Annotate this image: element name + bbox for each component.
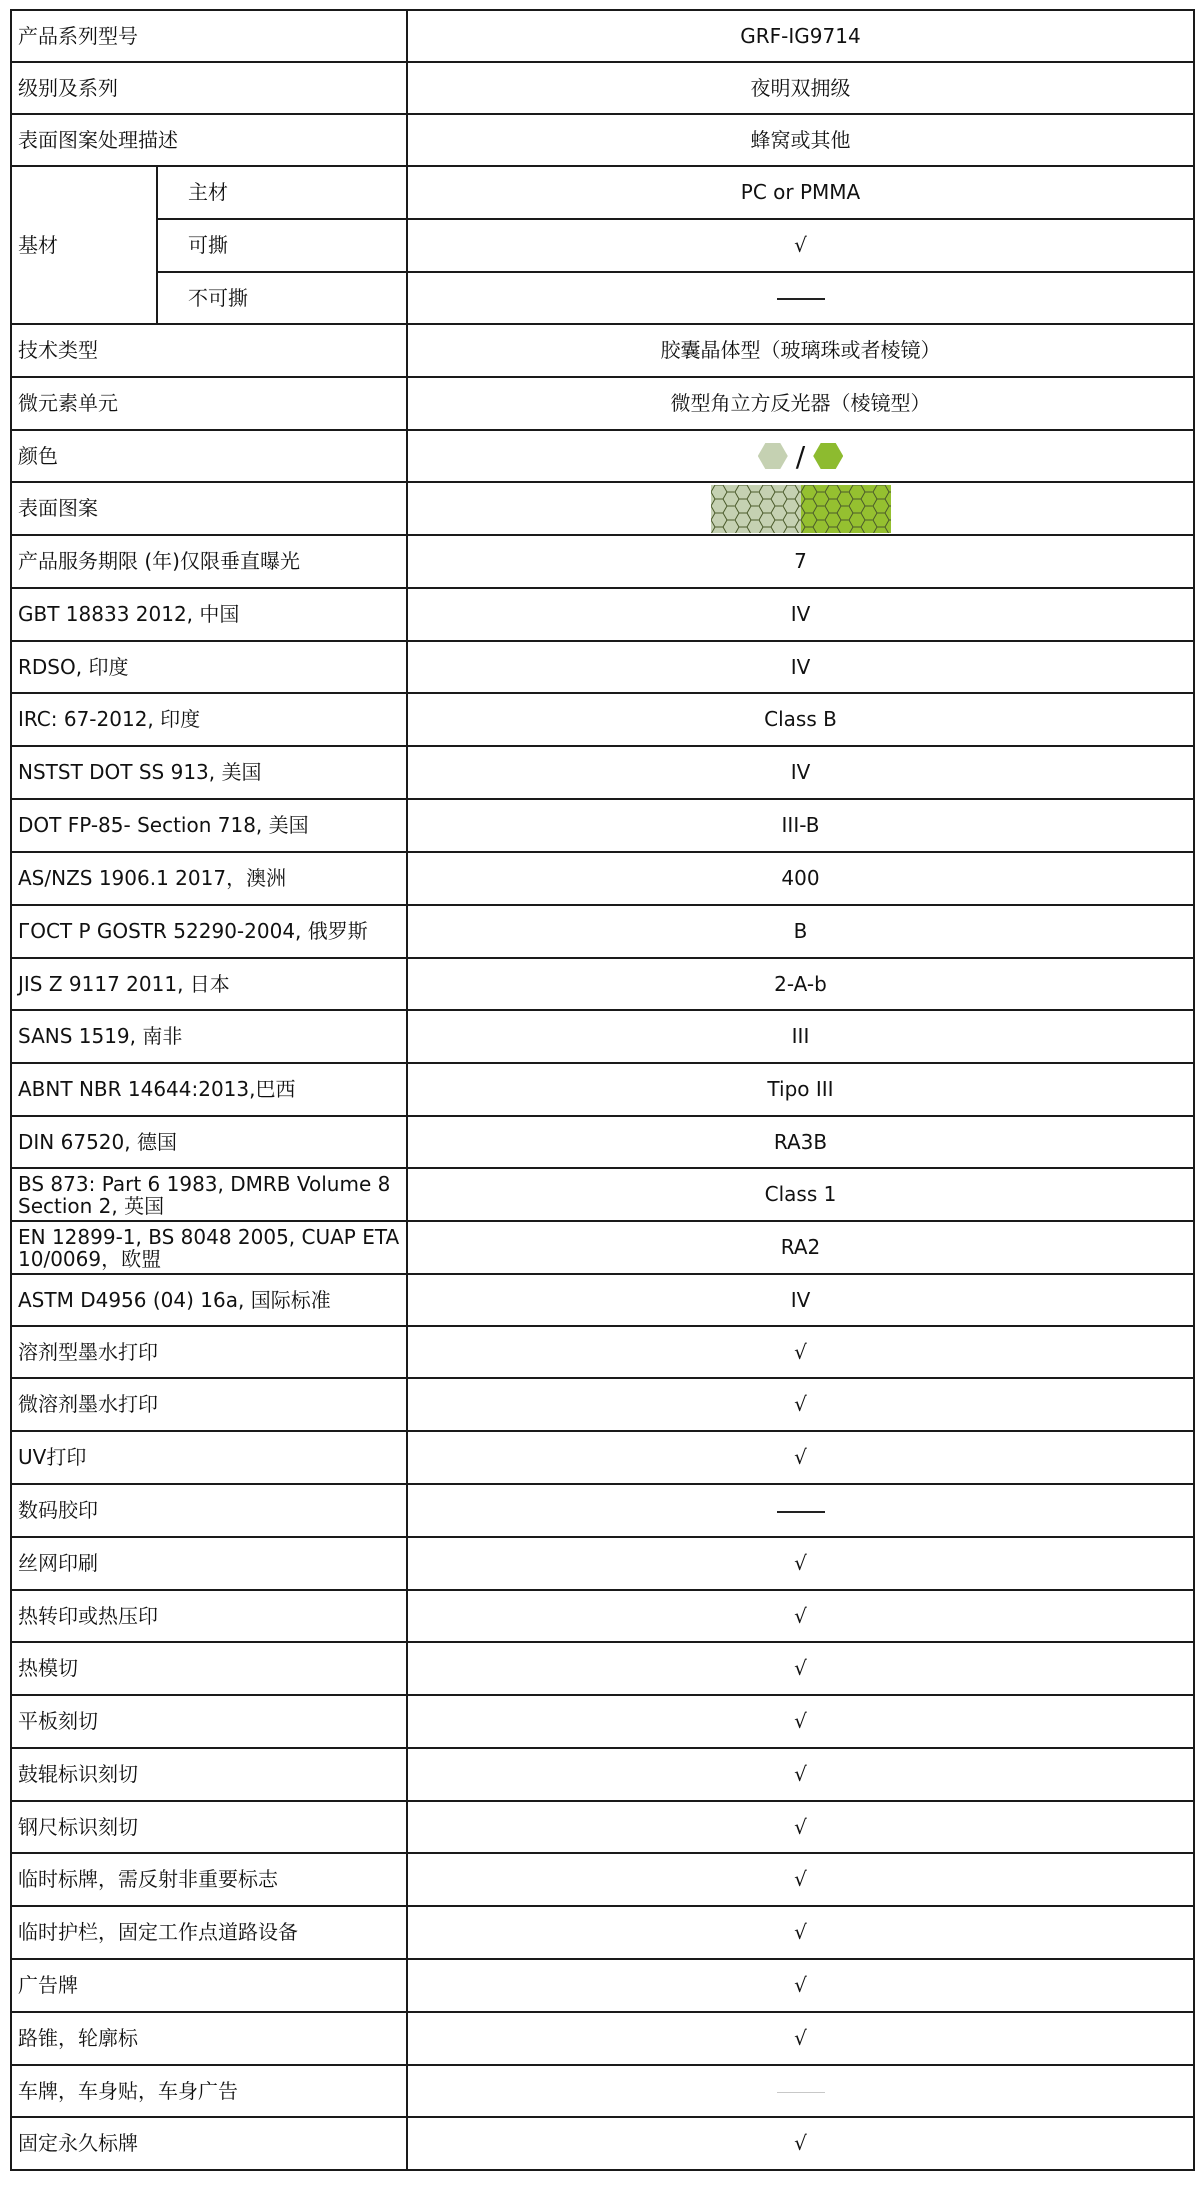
pattern-value [407,482,1194,535]
standard-value: IV [407,1274,1194,1326]
standard-row [11,1221,1194,1274]
feature-label: 固定永久标牌 [11,2117,407,2170]
standard-label: ГОСТ Р GOSTR 52290-2004, 俄罗斯 [11,905,407,958]
standard-value: 2-A-b [407,958,1194,1010]
check-mark: √ [794,2131,807,2155]
check-mark: √ [794,1445,807,1469]
standard-label: ASTM D4956 (04) 16a, 国际标准 [11,1274,407,1326]
dash-mark [777,298,825,300]
feature-value [407,1853,1194,1906]
dash-mark [777,1511,825,1513]
standard-label: AS/NZS 1906.1 2017，澳洲 [11,852,407,905]
check-mark: √ [794,1973,807,1997]
standard-label: EN 12899-1, BS 8048 2005, CUAP ETA 10/0069，欧盟 [11,1221,407,1274]
feature-value [407,1959,1194,2012]
main-material-value: PC or PMMA [407,166,1194,219]
standard-label: DOT FP-85- Section 718, 美国 [11,799,407,852]
feature-label: 热模切 [11,1642,407,1695]
feature-label: 数码胶印 [11,1484,407,1537]
standard-value: IV [407,641,1194,693]
main-material-label: 主材 [157,166,407,219]
standard-label: SANS 1519, 南非 [11,1010,407,1063]
check-mark: √ [794,1814,807,1839]
feature-value [407,1378,1194,1431]
series-value: GRF-IG9714 [407,10,1194,62]
feature-row [11,1590,1194,1642]
check-mark: √ [794,1392,807,1416]
feature-value [407,1590,1194,1642]
feature-row [11,1959,1194,2012]
feature-row [11,1906,1194,1959]
standard-value: RA3B [407,1116,1194,1168]
standard-row [11,905,1194,958]
standard-value: RA2 [407,1221,1194,1274]
standard-row [11,799,1194,852]
non-tearable-label: 不可撕 [157,272,407,324]
grade-label: 级别及系列 [11,62,407,114]
feature-value [407,1484,1194,1537]
row-micro-unit [11,377,1194,430]
honeycomb-pattern-image [711,485,891,533]
feature-row [11,1695,1194,1748]
feature-row [11,1748,1194,1801]
standard-row [11,1063,1194,1116]
standard-value: Class B [407,693,1194,746]
series-label: 产品系列型号 [11,10,407,62]
feature-label: 溶剂型墨水打印 [11,1326,407,1378]
check-mark: √ [794,1339,807,1364]
honeycomb-pattern-light [711,485,801,533]
feature-row [11,1378,1194,1431]
feature-value [407,1431,1194,1484]
hexagon-swatch-green [813,443,843,469]
standard-value: Tipo III [407,1063,1194,1116]
standard-value: III [407,1010,1194,1063]
standard-row [11,958,1194,1010]
standard-row [11,1010,1194,1063]
row-series [11,10,1194,62]
check-mark: √ [794,1867,807,1891]
standard-label: IRC: 67-2012, 印度 [11,693,407,746]
row-tearable [11,219,1194,272]
feature-value [407,1326,1194,1378]
standard-row [11,1116,1194,1168]
feature-value [407,2117,1194,2170]
check-mark: √ [794,1551,807,1575]
standard-label: BS 873: Part 6 1983, DMRB Volume 8 Section 2, 英国 [11,1168,407,1221]
feature-row [11,1326,1194,1378]
standard-row [11,1274,1194,1326]
check-mark: √ [794,1656,807,1680]
check-mark: √ [794,1709,807,1733]
feature-label: 临时护栏，固定工作点道路设备 [11,1906,407,1959]
feature-row [11,1642,1194,1695]
feature-value [407,1695,1194,1748]
standard-value: Class 1 [407,1168,1194,1221]
feature-row [11,1537,1194,1590]
surface-desc-label: 表面图案处理描述 [11,114,407,166]
pattern-label: 表面图案 [11,482,407,535]
feature-label: 鼓辊标识刻切 [11,1748,407,1801]
feature-row [11,1431,1194,1484]
standard-label: DIN 67520, 德国 [11,1116,407,1168]
standard-row [11,746,1194,799]
feature-label: 车牌，车身贴，车身广告 [11,2065,407,2117]
check-mark: √ [794,1762,807,1786]
standard-label: ABNT NBR 14644:2013,巴西 [11,1063,407,1116]
feature-row [11,1801,1194,1853]
standard-value: IV [407,746,1194,799]
feature-row [11,2065,1194,2117]
feature-value [407,1537,1194,1590]
surface-desc-value: 蜂窝或其他 [407,114,1194,166]
feature-label: 钢尺标识刻切 [11,1801,407,1853]
feature-value [407,1801,1194,1853]
tearable-value [407,219,1194,272]
feature-value [407,1642,1194,1695]
tearable-label: 可撕 [157,219,407,272]
row-grade [11,62,1194,114]
substrate-label: 基材 [11,166,157,324]
check-mark: √ [794,233,807,257]
feature-value [407,2065,1194,2117]
standard-label: RDSO, 印度 [11,641,407,693]
feature-label: 丝网印刷 [11,1537,407,1590]
check-mark: √ [794,1920,807,1944]
tech-type-value: 胶囊晶体型（玻璃珠或者棱镜） [407,324,1194,377]
standard-label: JIS Z 9117 2011, 日本 [11,958,407,1010]
feature-label: 微溶剂墨水打印 [11,1378,407,1431]
standard-value: B [407,905,1194,958]
standard-value: 400 [407,852,1194,905]
product-spec-table [10,9,1195,2171]
standard-label: GBT 18833 2012, 中国 [11,588,407,641]
feature-row [11,2117,1194,2170]
standard-row [11,1168,1194,1221]
color-label: 颜色 [11,430,407,482]
honeycomb-pattern-green [801,485,891,533]
row-main-material [11,166,1194,219]
color-separator: / [795,439,806,473]
feature-row [11,2012,1194,2065]
feature-label: UV打印 [11,1431,407,1484]
row-color [11,430,1194,482]
feature-label: 平板刻切 [11,1695,407,1748]
feature-label: 广告牌 [11,1959,407,2012]
grade-value: 夜明双拥级 [407,62,1194,114]
row-non-tearable [11,272,1194,324]
row-pattern [11,482,1194,535]
row-service-life [11,535,1194,588]
standard-value: III-B [407,799,1194,852]
standard-row [11,852,1194,905]
feature-label: 临时标牌，需反射非重要标志 [11,1853,407,1906]
dash-mark [777,2092,825,2093]
standard-row [11,641,1194,693]
feature-value [407,1748,1194,1801]
service-life-value: 7 [407,535,1194,588]
feature-value [407,2012,1194,2065]
row-tech-type [11,324,1194,377]
feature-label: 热转印或热压印 [11,1590,407,1642]
standard-label: NSTST DOT SS 913, 美国 [11,746,407,799]
standard-row [11,588,1194,641]
standard-value: IV [407,588,1194,641]
check-mark: √ [794,1603,807,1628]
feature-row [11,1484,1194,1537]
service-life-label: 产品服务期限 (年)仅限垂直曝光 [11,535,407,588]
row-surface-desc [11,114,1194,166]
micro-unit-value: 微型角立方反光器（棱镜型） [407,377,1194,430]
color-value [407,430,1194,482]
check-mark: √ [794,2026,807,2050]
feature-label: 路锥，轮廓标 [11,2012,407,2065]
hexagon-swatch-light [758,443,788,469]
feature-row [11,1853,1194,1906]
micro-unit-label: 微元素单元 [11,377,407,430]
non-tearable-value [407,272,1194,324]
standard-row [11,693,1194,746]
feature-value [407,1906,1194,1959]
tech-type-label: 技术类型 [11,324,407,377]
